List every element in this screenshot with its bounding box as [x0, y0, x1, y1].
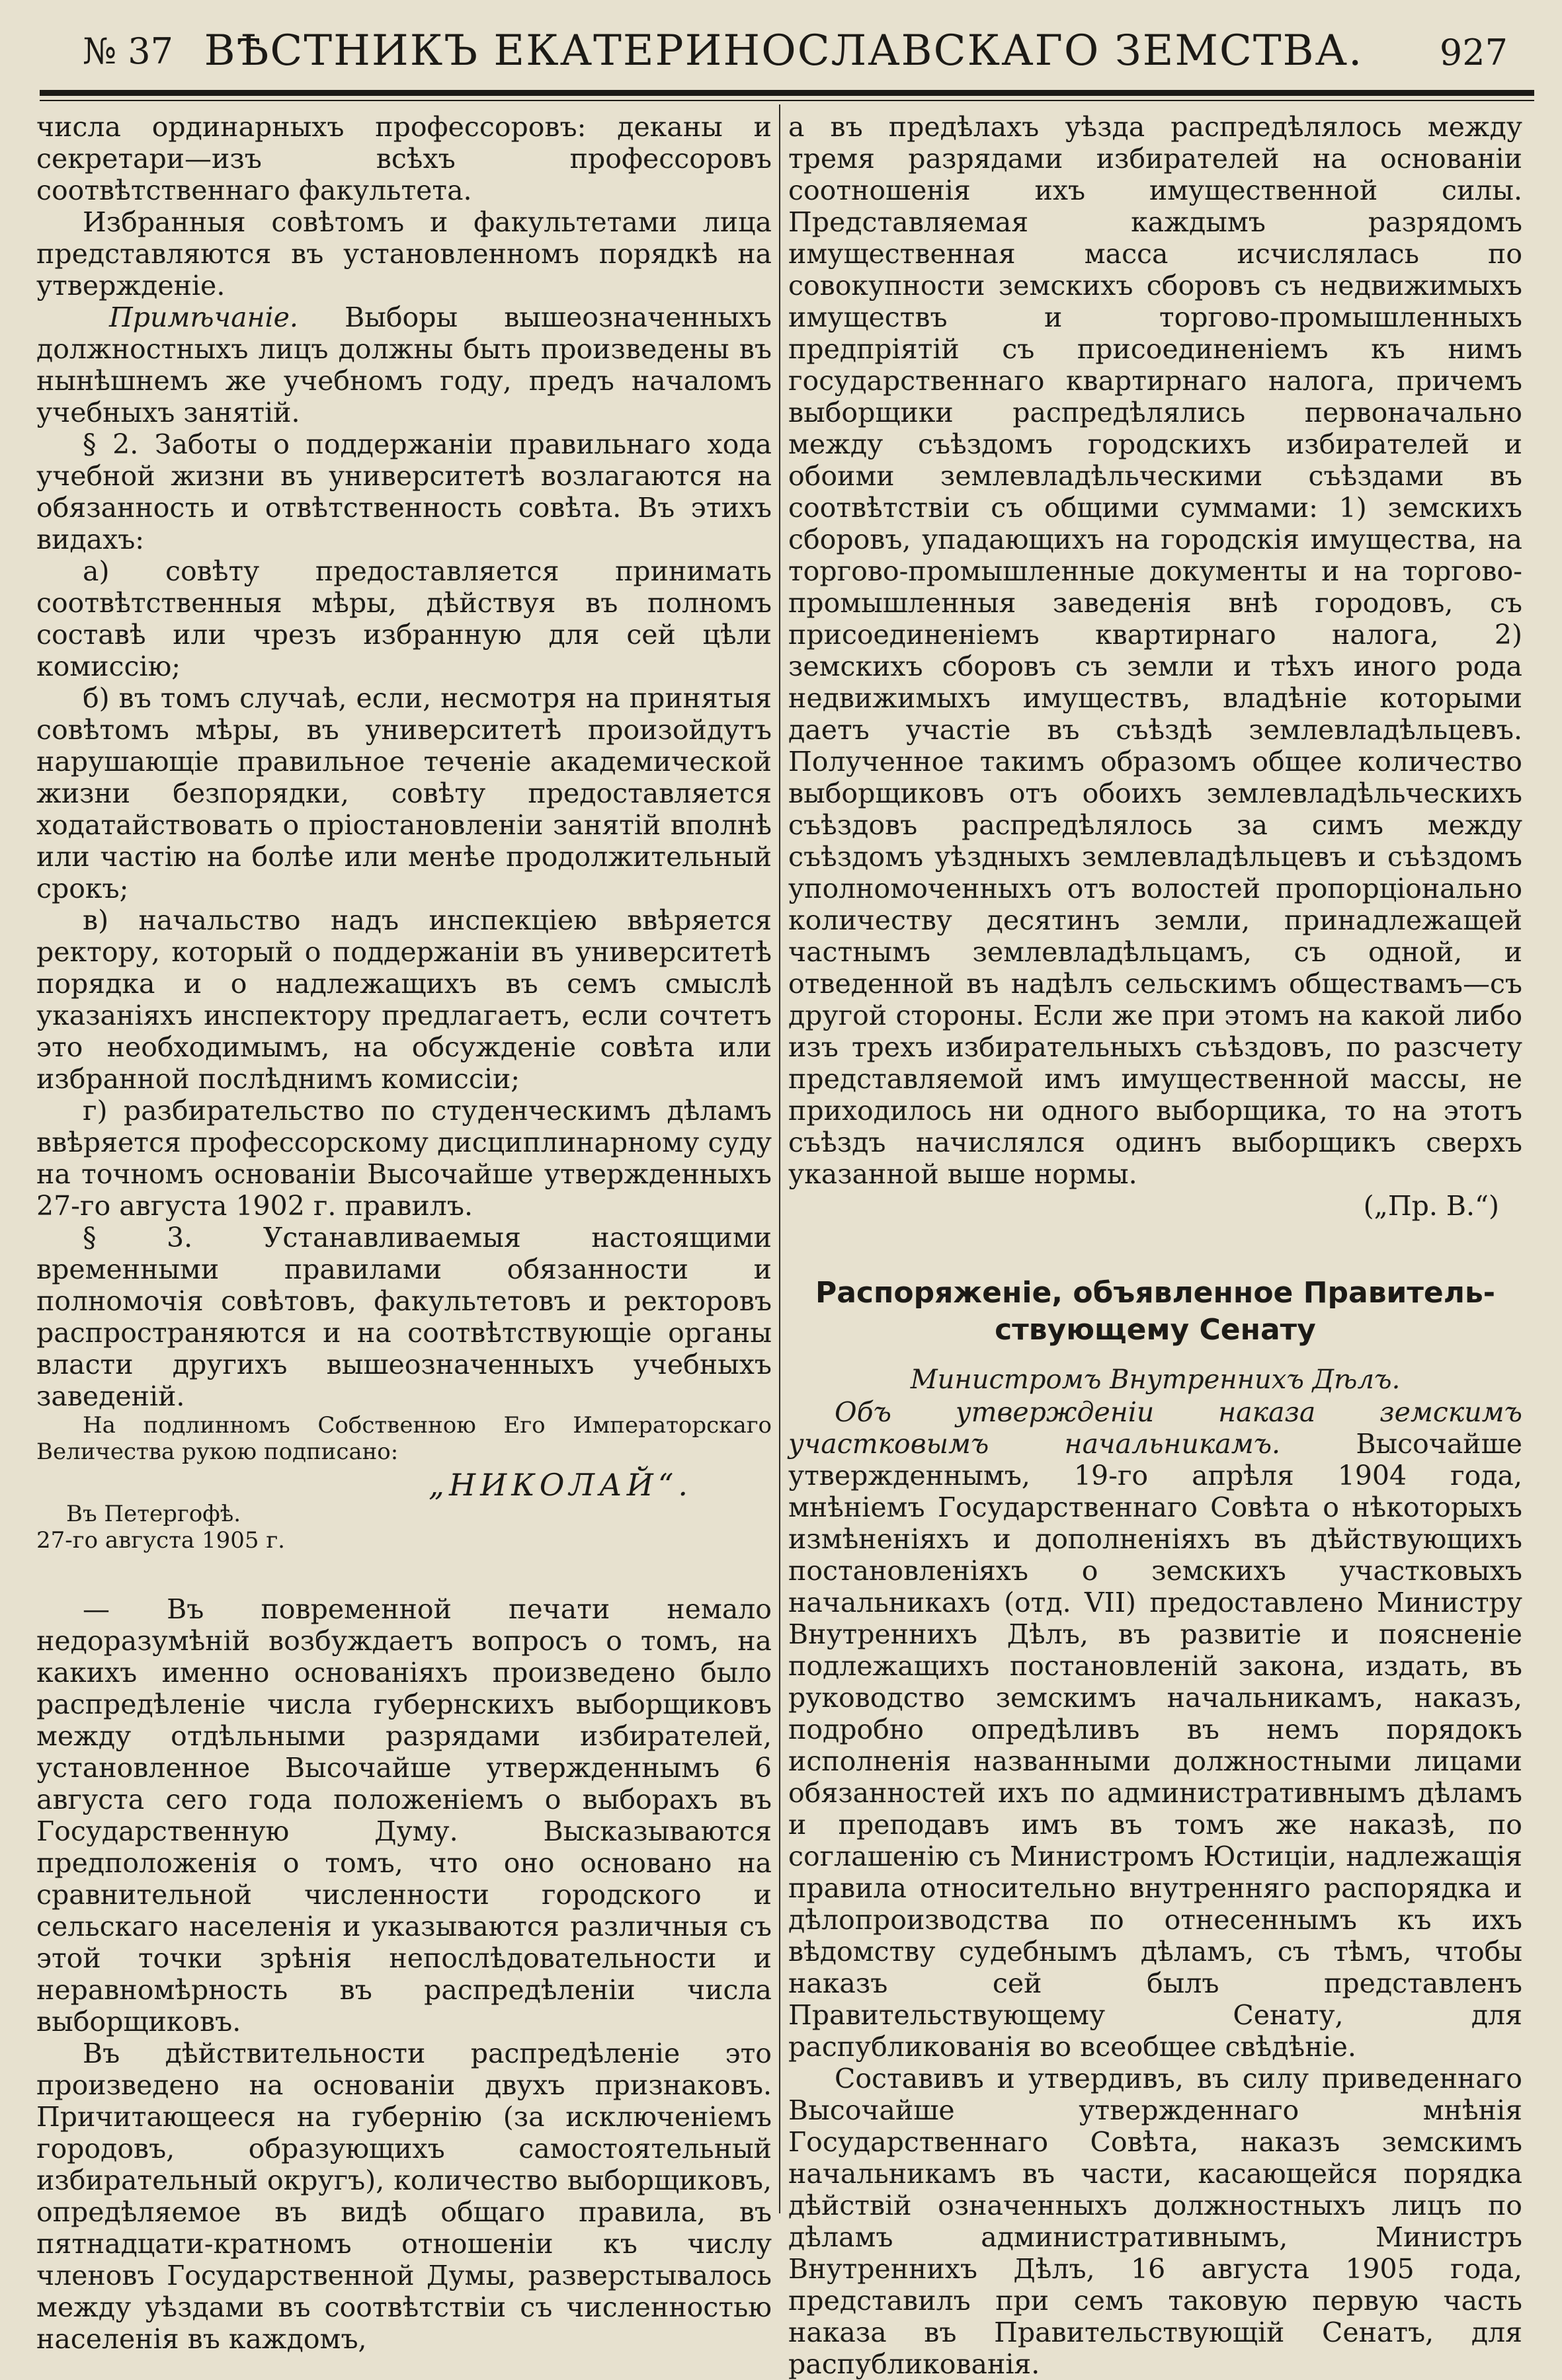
page-number: 927: [1439, 32, 1508, 73]
right-column: [788, 111, 1522, 2380]
item-a: а) совѣту предоставляется принимать соотвѣтственныя мѣры, дѣйствуя въ полномъ составѣ или чрезъ избранную для сей цѣли комиссію;: [36, 555, 772, 682]
column-divider: [779, 104, 780, 2213]
item-g: г) разбирательство по студенческимъ дѣламъ ввѣряется профессорскому дисциплинарному суду на точномъ основаніи Высочайше утвержденныхъ 27-го августа 1902 г. правилъ.: [36, 1095, 772, 1222]
paragraph-distribution: а въ предѣлахъ уѣзда распредѣлялось между тремя разрядами избирателей на основаніи соотношенія ихъ имущественной силы. Представляемая каждымъ разрядомъ имущественная масса исчислялась по совокупности земскихъ сборовъ съ недвижимыхъ имуществъ и торгово-промышленныхъ предпріятій съ присоединеніемъ къ нимъ государственнаго квартирнаго налога, причемъ выборщики распредѣлялись первоначально между съѣздомъ городскихъ избирателей и обоими землевладѣльческими съѣздами въ соотвѣтствіи съ общими суммами: 1) земскихъ сборовъ, упадающихъ на городскія имущества, на торгово-промышленные документы и на торгово-промышленныя заведенія внѣ городовъ, съ присоединеніемъ квартирнаго налога, 2) земскихъ сборовъ съ земли и тѣхъ иного рода недвижимыхъ имуществъ, владѣніе которыми даетъ участіе въ съѣздѣ землевладѣльцевъ. Полученное такимъ образомъ общее количество выборщиковъ отъ обоихъ землевладѣльческихъ съѣздовъ распредѣлялось за симъ между съѣздомъ уѣздныхъ землевладѣльцевъ и съѣздомъ уполномоченныхъ отъ волостей пропорціонально количеству десятинъ земли, принадлежащей частнымъ землевладѣльцамъ, съ одной, и отведенной въ надѣлъ сельскимъ обществамъ—съ другой стороны. Если же при этомъ на какой либо изъ трехъ избирательныхъ съѣздовъ, по разсчету представляемой имъ имущественной массы, не приходилось ни одного выборщика, то на этотъ съѣздъ начислялся одинъ выборщикъ сверхъ указанной выше нормы.: [788, 111, 1522, 1190]
page-header: [26, 12, 1541, 91]
source-citation: („Пр. В.“): [1363, 1190, 1499, 1222]
header-rule-thin: [40, 100, 1534, 101]
note-paragraph: [36, 301, 772, 428]
section-3: § 3. Устанавливаемыя настоящими временными правилами обязанности и полномочія совѣтовъ, факультетовъ и ректоровъ распространяются и на соотвѣтствующіе органы власти другихъ вышеозначенныхъ учебныхъ заведеній.: [36, 1222, 772, 1412]
section-subheading: Министромъ Внутреннихъ Дѣлъ.: [910, 1365, 1401, 1395]
journal-title: ВѢСТНИКЪ ЕКАТЕРИНОСЛАВСКАГО ЗЕМСТВА.: [204, 26, 1364, 75]
nakaz-text: Высочайше утвержденнымъ, 19-го апрѣля 1904 года, мнѣніемъ Государственнаго Совѣта о нѣкоторыхъ измѣненіяхъ и дополненіяхъ въ дѣйствующихъ постановленіяхъ о земскихъ участковыхъ начальникахъ (отд. VII) предоставлено Министру Внутреннихъ Дѣлъ, въ развитіе и поясненіе подлежащихъ постановленій закона, издать, въ руководство земскимъ начальникамъ, наказъ, подробно опредѣливъ въ немъ порядокъ исполненія названными должностными лицами обязанностей ихъ по административнымъ дѣламъ и преподавъ имъ въ томъ же наказѣ, по соглашенію съ Министромъ Юстиціи, надлежащія правила относительно внутренняго распорядка и дѣлопроизводства по отнесеннымъ къ ихъ вѣдомству судебнымъ дѣламъ, съ тѣмъ, чтобы наказъ сей былъ представленъ Правительствующему Сенату, для распубликованія во всеобщее свѣдѣніе.: [788, 1428, 1522, 2063]
section-heading-line1: Распоряженіе, объявленное Правитель-: [815, 1276, 1496, 1310]
signature-name: „НИКОЛАЙ“.: [429, 1467, 692, 1503]
nakaz-title: Объ утвержденіи наказа земскимъ участковымъ начальникамъ.: [788, 1396, 1522, 1460]
note-text: Выборы вышеозначенныхъ должностныхъ лицъ должны быть произведены въ нынѣшнемъ же учебномъ году, предъ началомъ учебныхъ занятій.: [36, 301, 772, 428]
signature-note: На подлинномъ Собственною Его Императорскаго Величества рукою подписано:: [36, 1412, 772, 1465]
paragraph-elected-persons: Избранныя совѣтомъ и факультетами лица представляются въ установленномъ порядкѣ на утвержденіе.: [36, 206, 772, 301]
section-2: § 2. Заботы о поддержаніи правильнаго хода учебной жизни въ университетѣ возлагаются на обязанность и отвѣтственность совѣта. Въ этихъ видахъ:: [36, 428, 772, 555]
issue-number: № 37: [83, 30, 173, 72]
paragraph-nakaz: [788, 1396, 1522, 2063]
header-rule-thick: [40, 90, 1534, 96]
paragraph-continued: числа ординарныхъ профессоровъ: деканы и секретари—изъ всѣхъ профессоровъ соотвѣтственнаго факультета.: [36, 111, 772, 206]
left-column: [36, 111, 772, 2355]
paragraph-in-reality: Въ дѣйствительности распредѣленіе это произведено на основаніи двухъ признаковъ. Причитающееся на губернію (за исключеніемъ городовъ, образующихъ самостоятельный избирательный округъ), количество выборщиковъ, опредѣляемое въ видѣ общаго правила, въ пятнадцати-кратномъ отношеніи къ числу членовъ Государственной Думы, разверстывалось между уѣздами въ соотвѣтствіи съ численностью населенія въ каждомъ,: [36, 2038, 772, 2355]
item-v: в) начальство надъ инспекціею ввѣряется ректору, который о поддержаніи въ университетѣ порядка и о надлежащихъ въ семъ смыслѣ указаніяхъ инспектору предлагаетъ, если сочтетъ это необходимымъ, на обсужденіе совѣта или избранной послѣднимъ комиссіи;: [36, 904, 772, 1095]
item-b: б) въ томъ случаѣ, если, несмотря на принятыя совѣтомъ мѣры, въ университетѣ произойдутъ нарушающіе правильное теченіе академической жизни безпорядки, совѣту предоставляется ходатайствовать о пріостановленіи занятій вполнѣ или частію на болѣе или менѣе продолжительный срокъ;: [36, 682, 772, 904]
signature-date: 27-го августа 1905 г.: [36, 1527, 285, 1554]
paragraph-press-question: — Въ повременной печати немало недоразумѣній возбуждаетъ вопросъ о томъ, на какихъ именно основаніяхъ произведено было распредѣленіе числа губернскихъ выборщиковъ между отдѣльными разрядами избирателей, установленное Высочайше утвержденнымъ 6 августа сего года положеніемъ о выборахъ въ Государственную Думу. Высказываются предположенія о томъ, что оно основано на сравнительной численности городского и сельскаго населенія и указываются различныя съ этой точки зрѣнія непослѣдовательности и неравномѣрность въ распредѣленіи числа выборщиковъ.: [36, 1593, 772, 2038]
paragraph-composed: Составивъ и утвердивъ, въ силу приведеннаго Высочайше утвержденнаго мнѣнія Государственнаго Совѣта, наказъ земскимъ начальникамъ въ части, касающейся порядка дѣйствій означенныхъ должностныхъ лицъ по дѣламъ административнымъ, Министръ Внутреннихъ Дѣлъ, 16 августа 1905 года, представилъ при семъ таковую первую часть наказа въ Правительствующій Сенатъ, для распубликованія.: [788, 2063, 1522, 2380]
section-heading-line2: ствующему Сенату: [995, 1313, 1316, 1347]
signature-place: Въ Петергофѣ.: [66, 1501, 241, 1527]
note-label: Примѣчаніе.: [109, 301, 298, 333]
